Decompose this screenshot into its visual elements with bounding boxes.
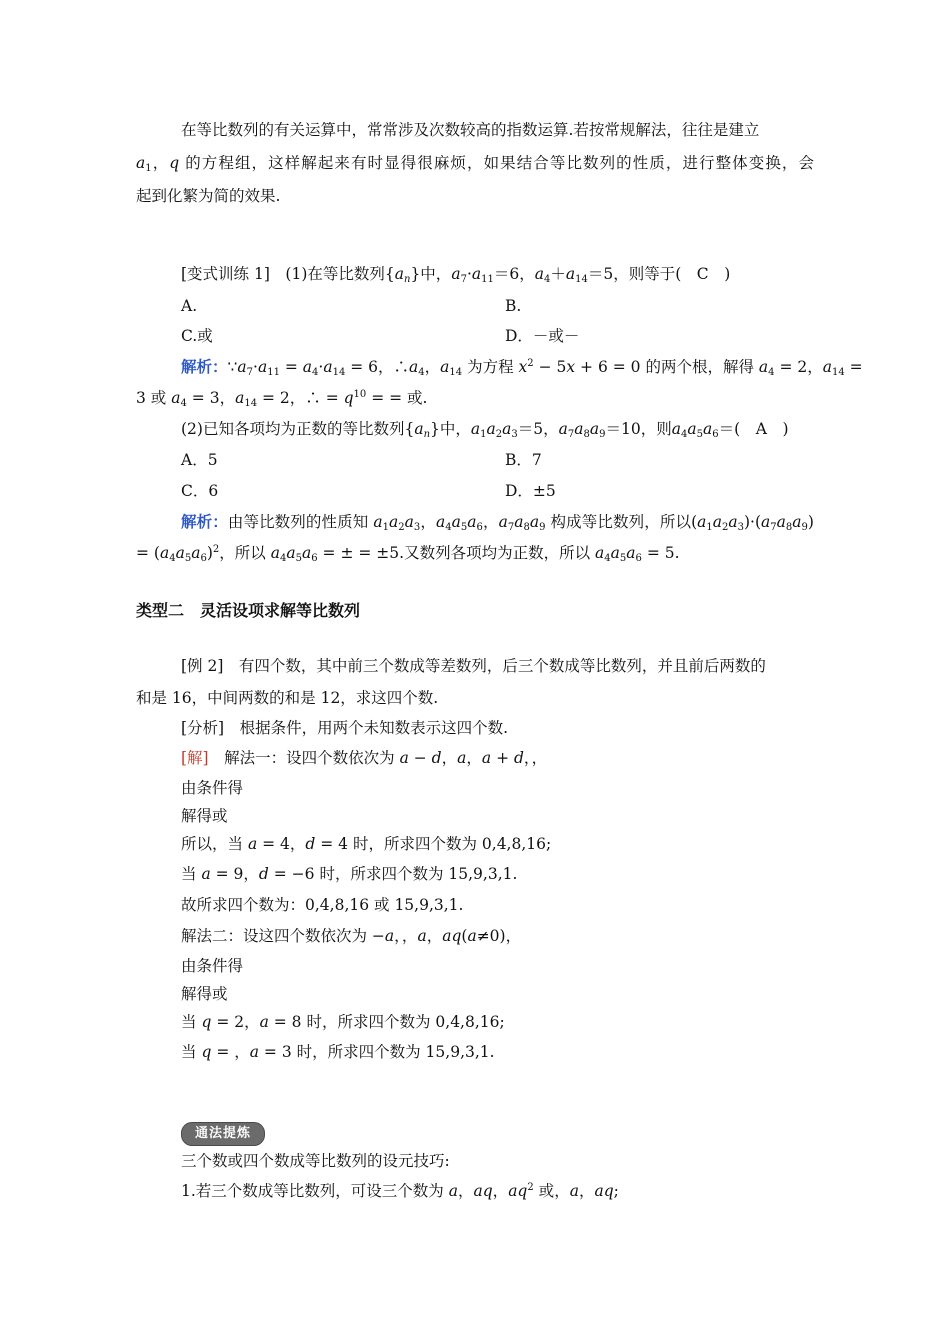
intro-line-1: 在等比数列的有关运算中，常常涉及次数较高的指数运算.若按常规解法，往往是建立 [181,121,760,139]
analysis-q1-line-2: 3 或 $a_4 = 3$，$a_{14} = 2$，∴ = $q^{10}$ = = 或. [136,389,428,409]
option-a-q1: A. [181,297,198,315]
example-analysis: [分析] 根据条件，用两个未知数表示这四个数. [181,719,509,737]
m2-result-2: 当 q = ，a = 3 时，所求四个数为 15,9,3,1. [181,1043,495,1061]
m2-result-1: 当 q = 2，a = 8 时，所求四个数为 0,4,8,16; [181,1013,505,1031]
answer-q2: A [755,420,767,438]
analysis-q1-line-1: 解析：$\because a_7\cdot a_{11} = a_4\cdot a_{14} = 6$，$\therefore a_4$，$a_{14}$ 为方程 $x^2 - 5x + 6 = 0$ 的两个根，解得 $a_4 = 2$，$a_{14}$ = [181,358,863,378]
option-c-q1: C.或 [181,327,213,345]
example-line-1: [例 2] 有四个数，其中前三个数成等差数列，后三个数成等比数列，并且前后两数的 [181,657,766,675]
option-a-q2: A．5 [181,451,218,469]
analysis-q2-line-2: = $(a_4a_5a_6)^2$，所以 $a_4a_5a_6$ = ± = ±5.又数列各项均为正数，所以 $a_4a_5a_6 = 5$. [136,544,680,564]
exercise-q1: [变式训练 1] (1)在等比数列$\{a_n\}$中，$a_7\cdot a_{11}=6$，$a_4+a_{14}=5$，则等于( C ) [181,265,731,285]
solved-line-2: 解得或 [181,985,228,1003]
option-c-q2: C．6 [181,482,219,500]
exercise-q2: (2)已知各项均为正数的等比数列$\{a_n\}$中，$a_1a_2a_3=5$，$a_7a_8a_9=10$，则$a_4a_5a_6=$( A ) [181,420,789,440]
option-b-q1: B. [505,297,522,315]
answer-q1: C [696,265,709,283]
solved-line-1: 解得或 [181,807,228,825]
tips-line-2: 1.若三个数成等比数列，可设三个数为 a，aq，$aq^2$ 或，a，aq; [181,1182,619,1200]
condition-line-1: 由条件得 [181,779,244,797]
example-method-2: 解法二：设这四个数依次为 −a，，a，aq(a≠0)， [181,927,522,945]
section-title: 类型二 灵活设项求解等比数列 [136,601,361,620]
intro-line-2: $a_1$，q 的方程组，这样解起来有时显得很麻烦，如果结合等比数列的性质，进行整体变换，会 [136,154,814,174]
analysis-q2-line-1: 解析：由等比数列的性质知 $a_1a_2a_3$，$a_4a_5a_6$，$a_7a_8a_9$ 构成等比数列，所以$(a_1a_2a_3)\cdot(a_7a_8a_9)$ [181,513,814,533]
tips-badge: 通法提炼 [181,1122,265,1146]
example-line-2: 和是 16，中间两数的和是 12，求这四个数. [136,689,439,707]
m1-result-1: 所以，当 a = 4，d = 4 时，所求四个数为 0,4,8,16; [181,835,552,853]
tips-line-1: 三个数或四个数成等比数列的设元技巧: [181,1152,450,1170]
condition-line-2: 由条件得 [181,957,244,975]
option-b-q2: B．7 [505,451,542,469]
option-d-q1: D．－或－ [505,327,580,345]
m1-conclusion: 故所求四个数为：0,4,8,16 或 15,9,3,1. [181,896,464,914]
m1-result-2: 当 a = 9，d = −6 时，所求四个数为 15,9,3,1. [181,865,518,883]
example-solution-method-1: [解] 解法一：设四个数依次为 a − d，a，a + d，， [181,749,548,767]
option-d-q2: D．±5 [505,482,556,500]
intro-line-3: 起到化繁为简的效果. [136,187,281,205]
